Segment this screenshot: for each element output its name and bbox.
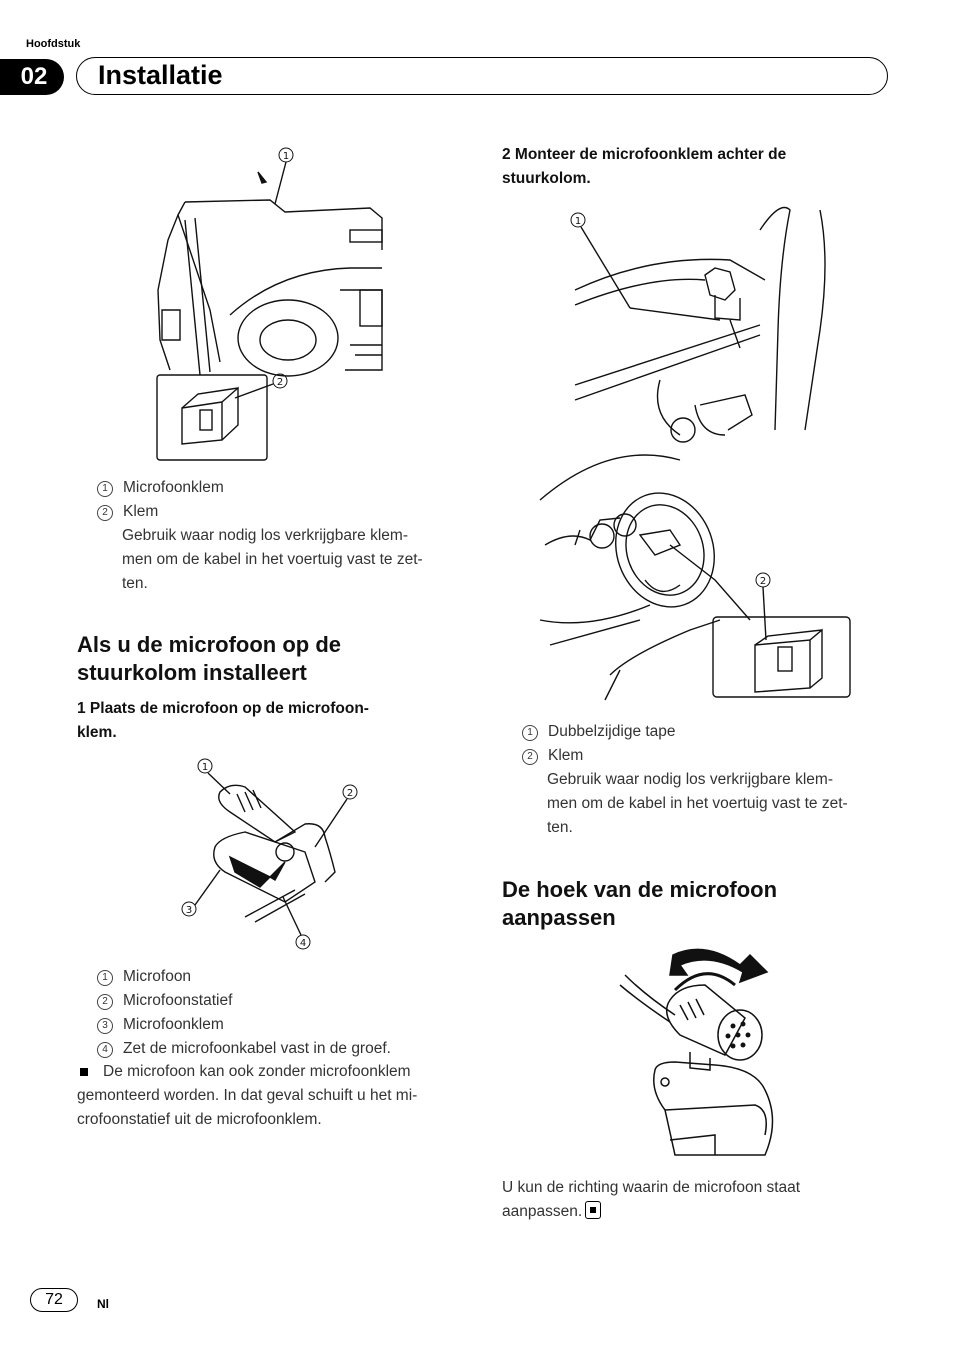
page-number: 72 (30, 1288, 78, 1312)
steering-column-clip-figure (530, 200, 860, 705)
fig1-caption-2: 2 Klem (97, 500, 477, 524)
fig3-note: Gebruik waar nodig los verkrijgbare klem- men om de kabel in het voertuig vast te zet- ten. (547, 771, 848, 836)
note-bullet-icon (80, 1068, 88, 1076)
fig1-caption-list (97, 476, 477, 524)
microphone-clip-figure (175, 752, 375, 957)
fig2-caption-3: 3 Microfoonklem (97, 1013, 497, 1037)
fig2-marker-3: 3 (185, 905, 193, 916)
fig2-marker-1: 1 (201, 762, 209, 773)
fig2-marker-4: 4 (299, 938, 307, 949)
fig1-caption-1: 1 Microfoonklem (97, 476, 477, 500)
note-text: De microfoon kan ook zonder microfoonklem gemonteerd worden. In dat geval schuift u het mi- crofoonstatief uit de microfoonklem. (77, 1063, 418, 1128)
fig2-caption-list (97, 965, 497, 1061)
section-title-adjust-angle: De hoek van de microfoon aanpassen (502, 877, 778, 930)
fig2-caption-2: 2 Microfoonstatief (97, 989, 497, 1013)
step-1: 1 Plaats de microfoon op de microfoon- klem. (77, 700, 369, 741)
windshield-microphone-figure (150, 140, 390, 465)
fig2-caption-4: 4 Zet de microfoonkabel vast in de groef. (97, 1037, 497, 1061)
fig3-caption-2: 2 Klem (522, 744, 902, 768)
chapter-label: Hoofdstuk (26, 38, 81, 50)
fig2-marker-2: 2 (346, 788, 354, 799)
step-2: 2 Monteer de microfoonklem achter de stuurkolom. (502, 146, 787, 187)
fig3-marker-1: 1 (574, 216, 582, 227)
fig1-note: Gebruik waar nodig los verkrijgbare klem- men om de kabel in het voertuig vast te zet- ten. (122, 527, 423, 592)
fig3-marker-2: 2 (759, 576, 767, 587)
adjust-angle-text: U kun de richting waarin de microfoon staat aanpassen. (502, 1179, 801, 1220)
chapter-title: Installatie (98, 60, 223, 90)
fig3-caption-list (522, 720, 902, 768)
end-of-section-icon (585, 1201, 601, 1219)
note-block (77, 1060, 477, 1132)
microphone-angle-figure (615, 940, 780, 1165)
chapter-number: 02 (0, 59, 64, 95)
fig3-caption-1: 1 Dubbelzijdige tape (522, 720, 902, 744)
fig2-caption-1: 1 Microfoon (97, 965, 497, 989)
language-code: Nl (97, 1297, 109, 1311)
fig1-marker-2: 2 (276, 377, 284, 388)
adjust-angle-paragraph (502, 1176, 902, 1224)
fig1-marker-1: 1 (282, 151, 290, 162)
section-title-steering-column: Als u de microfoon op de stuurkolom installeert (77, 632, 342, 685)
